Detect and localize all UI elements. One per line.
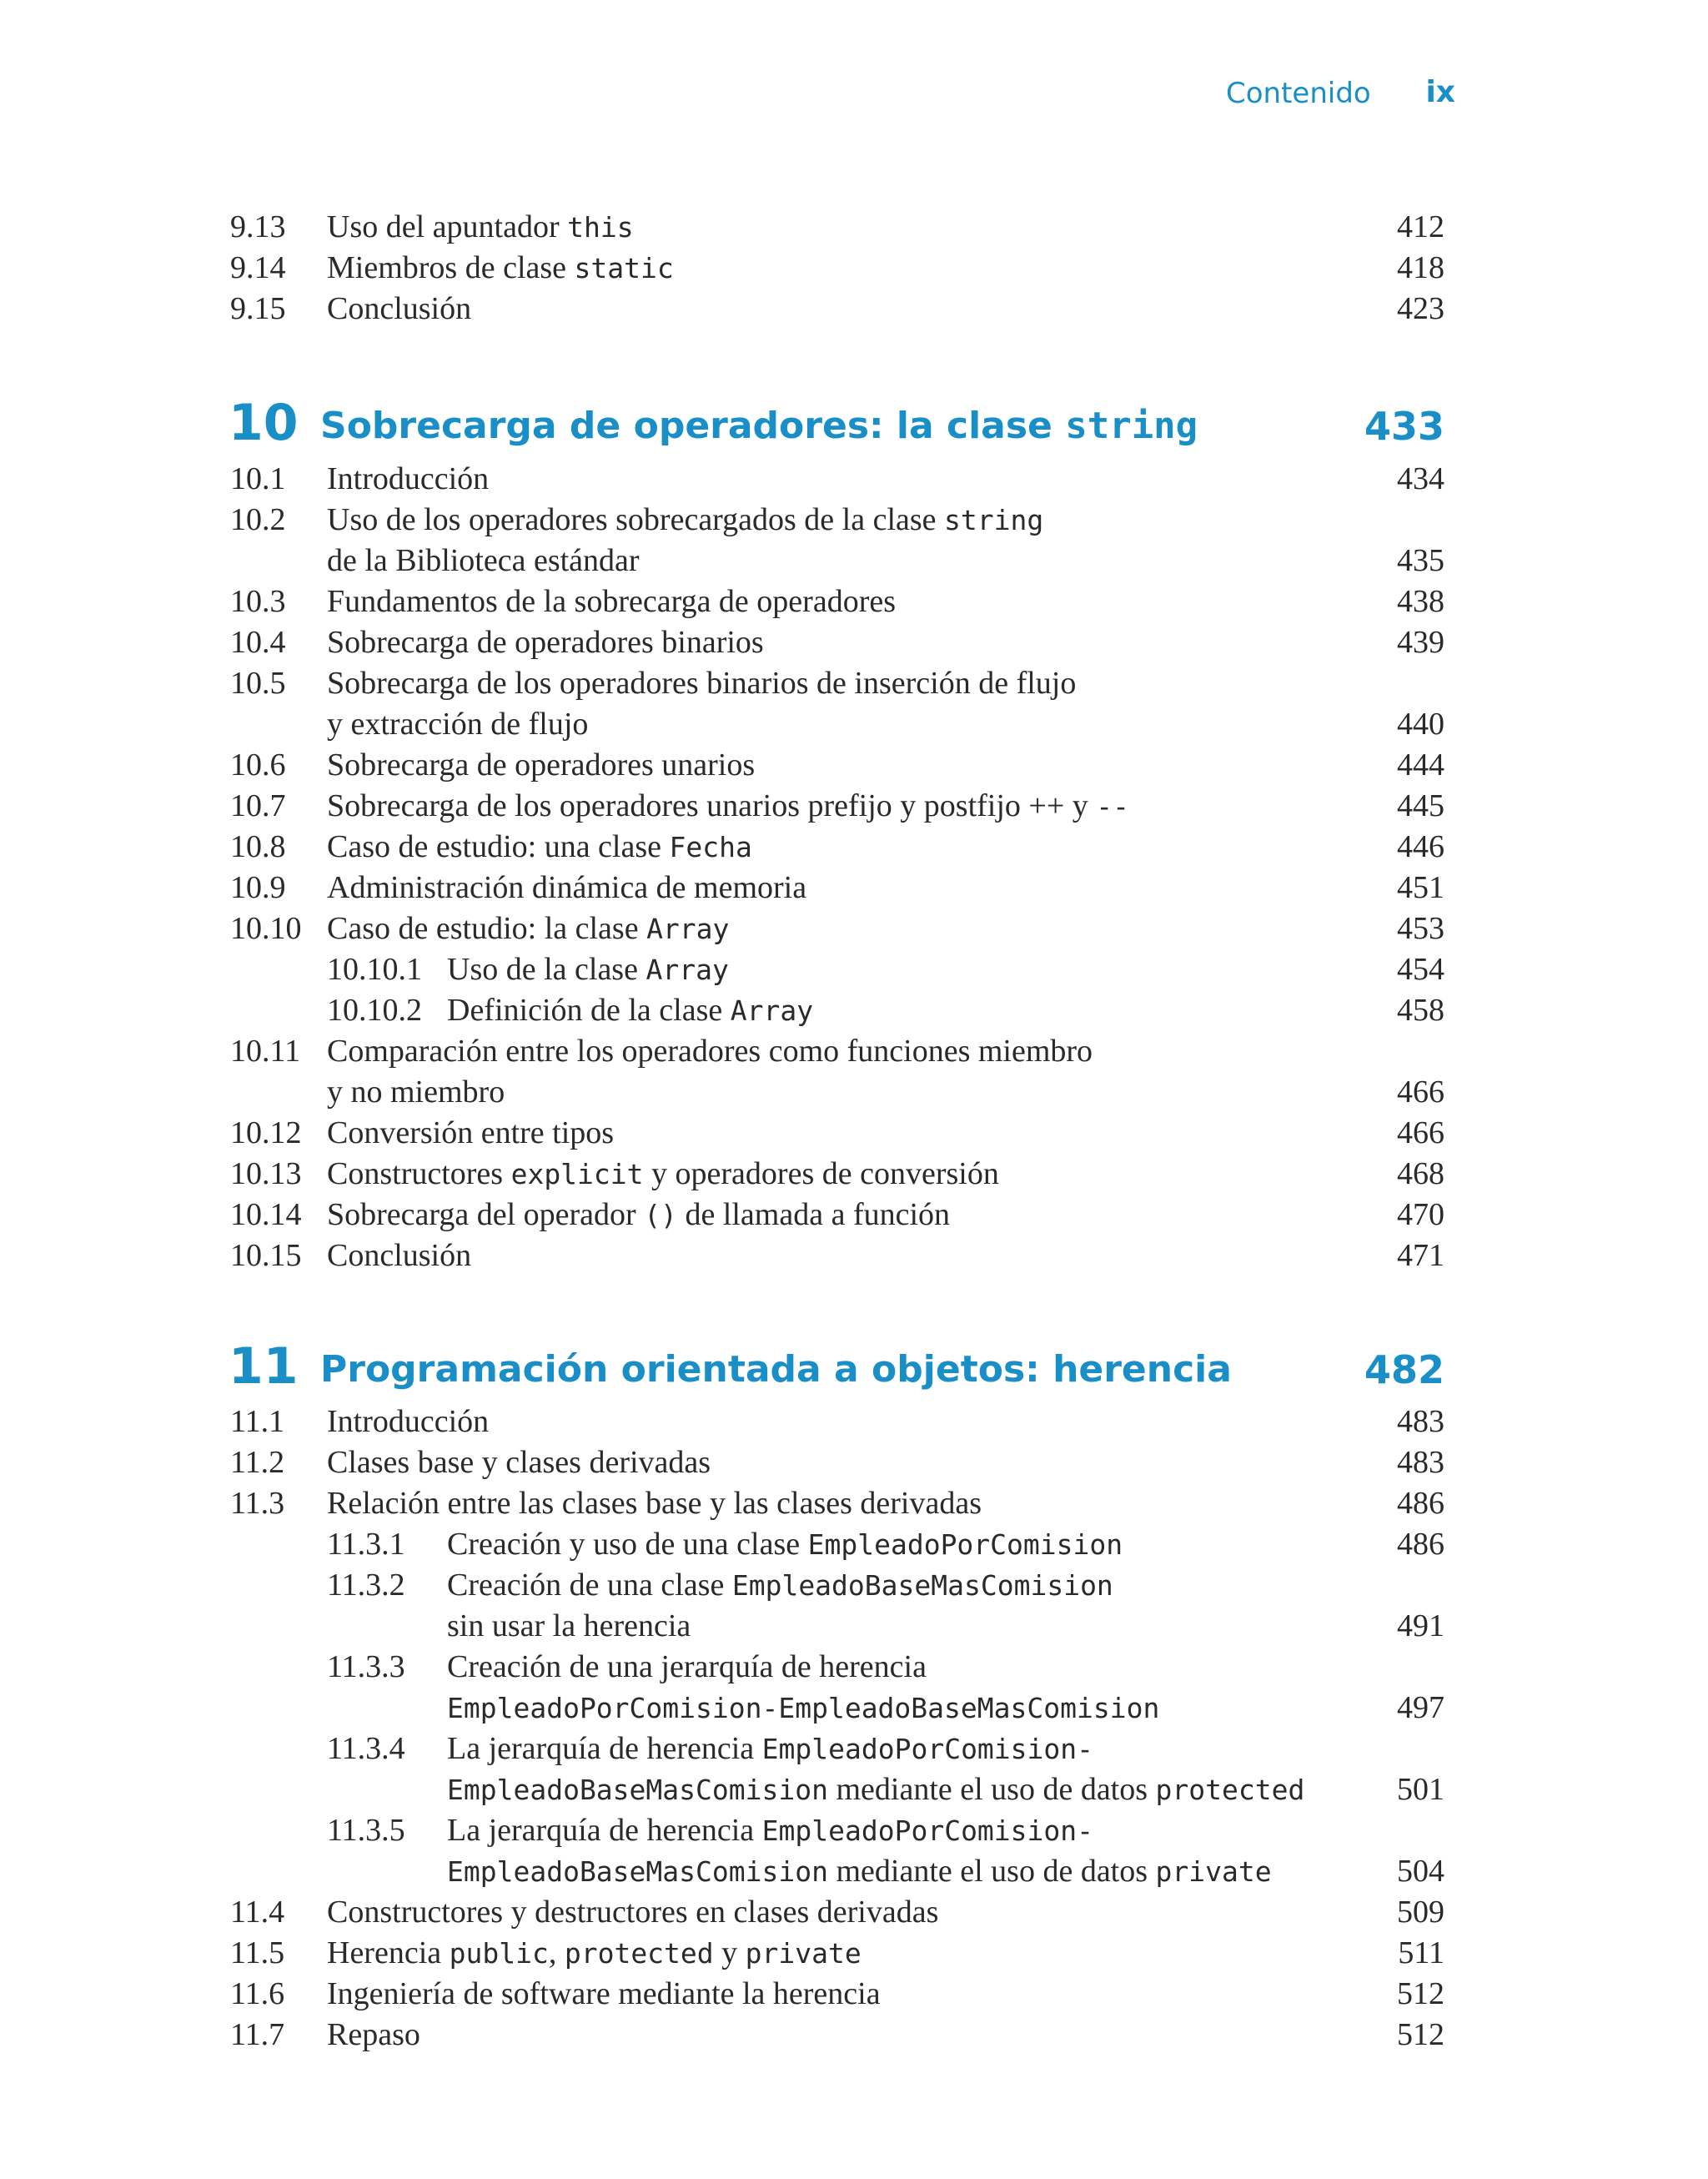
section-number: 9.13 [230,209,286,244]
toc-subentry [230,1524,1444,1565]
toc-entry [230,1933,1444,1974]
section-title: Fundamentos de la sobrecarga de operadores [327,584,896,619]
page-ref: 483 [1397,1404,1444,1439]
section-number: 10.12 [230,1115,302,1150]
toc-entry [230,1113,1444,1154]
code-term: Array [646,954,729,986]
page-ref: 458 [1397,993,1444,1028]
page-ref: 439 [1397,625,1444,660]
section-title: Sobrecarga de los operadores unarios prefijo y postfijo ++ y [327,788,1097,823]
section-title [327,786,1129,827]
section-number: 10.2 [230,502,286,537]
section-title [447,949,729,990]
section-title: sin usar la herencia [447,1608,691,1643]
page-ref: 444 [1397,747,1444,783]
page-ref: 453 [1397,911,1444,946]
section-title: La jerarquía de herencia [447,1731,762,1766]
code-term: EmpleadoPorComision-EmpleadoBaseMasComision [447,1692,1160,1724]
section-title: mediante el uso de datos [827,1772,1156,1807]
section-title: Comparación entre los operadores como funciones miembro [327,1034,1093,1069]
section-title: de llamada a función [676,1197,951,1232]
page-ref: 486 [1397,1486,1444,1521]
code-term: Array [646,913,730,945]
code-term: string [1065,405,1198,447]
page-ref: 418 [1397,250,1444,285]
section-title: Constructores [327,1156,511,1191]
toc-entry [230,2015,1444,2056]
section-title: Repaso [327,2017,420,2052]
toc-subentry-continuation [230,1688,1444,1729]
section-number: 10.13 [230,1156,302,1191]
section-number: 10.14 [230,1197,302,1232]
toc-subentry [230,1565,1444,1606]
code-term: () [644,1199,677,1231]
section-number: 10.11 [230,1034,301,1069]
section-title [447,1769,1304,1810]
section-number: 10.15 [230,1238,302,1273]
page-ref: 466 [1397,1074,1444,1110]
page-ref: 486 [1397,1527,1444,1562]
toc-subentry-continuation [230,1606,1444,1647]
code-term: protected [1155,1774,1305,1806]
chapter-heading-10 [230,394,1444,452]
section-title: Caso de estudio: la clase [327,911,647,946]
section-title [447,1524,1123,1565]
section-number: 10.1 [230,461,286,496]
section-title: y operadores de conversión [643,1156,999,1191]
toc-subentry-continuation [230,1851,1444,1892]
code-term: -- [1096,790,1130,823]
toc-entry-continuation [230,541,1444,581]
section-title [327,1933,862,1974]
section-number: 11.3.3 [327,1649,405,1684]
code-term: EmpleadoPorComision [807,1528,1123,1561]
code-term: Fecha [669,831,752,863]
toc-entry [230,207,1444,248]
code-term: string [944,504,1044,536]
toc-entry [230,1402,1444,1442]
section-title: de la Biblioteca estándar [327,543,640,578]
section-title: Caso de estudio: una clase [327,829,670,864]
section-title: y [713,1935,746,1970]
toc-entry [230,908,1444,949]
section-title: Ingeniería de software mediante la herencia [327,1976,881,2011]
section-number: 9.14 [230,250,286,285]
page-number: ix [1425,75,1455,109]
toc-entry-continuation [230,704,1444,745]
section-title: Sobrecarga de los operadores binarios de inserción de flujo [327,666,1077,701]
section-title: Conversión entre tipos [327,1115,615,1150]
section-title: Miembros de clase [327,250,575,285]
section-number: 10.3 [230,584,286,619]
section-number: 11.2 [230,1445,285,1480]
chapter-title [320,400,1198,452]
section-title [327,908,729,949]
code-term: Array [730,994,814,1027]
page-ref: 491 [1397,1608,1444,1643]
page-ref: 445 [1397,788,1444,823]
toc-subentry [230,1647,1444,1688]
section-number: 11.3.2 [327,1568,405,1603]
chapter-page: 433 [1364,404,1444,449]
code-term: EmpleadoPorComision- [761,1814,1094,1847]
toc-entry [230,1892,1444,1933]
section-title: Sobrecarga de operadores binarios [327,625,764,660]
section-number: 10.10.1 [327,952,422,987]
toc-entry [230,827,1444,868]
page-ref: 504 [1397,1854,1444,1889]
toc-entry [230,289,1444,330]
toc-entry [230,1154,1444,1195]
toc-entry [230,868,1444,908]
page-ref: 501 [1397,1772,1444,1807]
section-number: 11.4 [230,1895,285,1930]
section-number: 10.10.2 [327,993,422,1028]
page-ref: 470 [1397,1197,1444,1232]
page-ref: 438 [1397,584,1444,619]
toc-entry [230,581,1444,622]
section-title [447,1729,1093,1769]
section-title: Creación de una jerarquía de herencia [447,1649,927,1684]
section-title: Sobrecarga de operadores unarios [327,747,756,783]
code-term: EmpleadoPorComision- [761,1733,1094,1765]
page-ref: 512 [1397,1976,1444,2011]
page-ref: 511 [1398,1935,1444,1970]
toc-entry [230,1235,1444,1276]
page-ref: 434 [1397,461,1444,496]
chapter-page: 482 [1364,1347,1444,1392]
toc-entry [230,248,1444,289]
page-ref: 483 [1397,1445,1444,1480]
page-ref: 412 [1397,209,1444,244]
toc-entry [230,500,1444,541]
toc-entry [230,663,1444,704]
section-title [327,500,1043,541]
section-number: 11.7 [230,2017,285,2052]
section-number: 10.5 [230,666,286,701]
section-title: Herencia [327,1935,450,1970]
page-ref: 454 [1397,952,1444,987]
toc-entry [230,1442,1444,1483]
page-ref: 466 [1397,1115,1444,1150]
section-number: 11.3.5 [327,1813,405,1848]
section-title [327,248,674,289]
section-title: Creación de una clase [447,1568,732,1603]
section-number: 10.7 [230,788,286,823]
section-number: 10.6 [230,747,286,783]
section-title [447,1851,1272,1892]
section-title: y extracción de flujo [327,707,589,742]
section-number: 10.9 [230,870,286,905]
page-ref: 435 [1397,543,1444,578]
toc-entry [230,1031,1444,1072]
section-title: Conclusión [327,291,472,326]
section-number: 11.1 [230,1404,285,1439]
page-ref: 512 [1397,2017,1444,2052]
toc-subentry [230,949,1444,990]
section-title: Sobrecarga del operador [327,1197,645,1232]
toc-entry [230,459,1444,500]
code-term: EmpleadoBaseMasComision [447,1855,828,1888]
section-title: Uso de los operadores sobrecargados de la clase [327,502,945,537]
section-number: 9.15 [230,291,286,326]
toc-subentry-continuation [230,1769,1444,1810]
page-ref: 509 [1397,1895,1444,1930]
chapter-number: 11 [229,1337,299,1396]
code-term: static [574,252,674,284]
section-title: La jerarquía de herencia [447,1813,762,1848]
section-title: Introducción [327,461,490,496]
section-title [447,990,813,1031]
toc-subentry [230,1810,1444,1851]
section-number: 11.3.4 [327,1731,405,1766]
section-title [327,1195,950,1235]
section-title: mediante el uso de datos [827,1854,1156,1889]
section-title: Uso del apuntador [327,209,568,244]
section-title: Constructores y destructores en clases derivadas [327,1895,939,1930]
chapter-title: Programación orientada a objetos: herencia [320,1348,1232,1391]
page-ref: 471 [1397,1238,1444,1273]
toc-entry-continuation [230,1072,1444,1113]
section-title: Relación entre las clases base y las clases derivadas [327,1486,982,1521]
section-title: Conclusión [327,1238,472,1273]
section-title [327,1154,999,1195]
section-title [447,1565,1113,1606]
chapter-title-text: Sobrecarga de operadores: la clase [320,405,1066,447]
section-number: 11.3 [230,1486,285,1521]
section-title: , [548,1935,565,1970]
code-term: EmpleadoBaseMasComision [731,1569,1113,1602]
toc-entry [230,1974,1444,2015]
section-title: Administración dinámica de memoria [327,870,807,905]
section-title [327,207,634,248]
section-title [447,1688,1159,1729]
running-header-title: Contenido [1226,77,1371,110]
section-title: Definición de la clase [447,993,731,1028]
chapter-heading-11 [230,1337,1444,1396]
page-ref: 451 [1397,870,1444,905]
section-title: Creación y uso de una clase [447,1527,808,1562]
code-term: this [567,211,634,244]
section-title: Clases base y clases derivadas [327,1445,711,1480]
toc-entry [230,786,1444,827]
section-number: 11.5 [230,1935,285,1970]
toc-entry [230,1483,1444,1524]
page-ref: 468 [1397,1156,1444,1191]
section-number: 10.4 [230,625,286,660]
code-term: explicit [510,1158,644,1190]
page-ref: 446 [1397,829,1444,864]
page-ref: 423 [1397,291,1444,326]
page-ref: 497 [1397,1690,1444,1725]
section-title [447,1810,1093,1851]
section-title [327,827,752,868]
running-header [1226,77,1455,123]
code-term: EmpleadoBaseMasComision [447,1774,828,1806]
toc-subentry [230,1729,1444,1769]
section-title: Uso de la clase [447,952,646,987]
section-title: y no miembro [327,1074,505,1110]
section-number: 11.3.1 [327,1527,405,1562]
section-number: 10.8 [230,829,286,864]
chapter-number: 10 [229,394,299,452]
toc-entry [230,622,1444,663]
toc-entry [230,745,1444,786]
section-number: 11.6 [230,1976,285,2011]
toc-subentry [230,990,1444,1031]
code-term: protected [564,1937,714,1970]
section-number: 10.10 [230,911,302,946]
code-term: private [745,1937,862,1970]
section-title: Introducción [327,1404,490,1439]
page-ref: 440 [1397,707,1444,742]
code-term: public [449,1937,549,1970]
toc-entry [230,1195,1444,1235]
code-term: private [1155,1855,1272,1888]
